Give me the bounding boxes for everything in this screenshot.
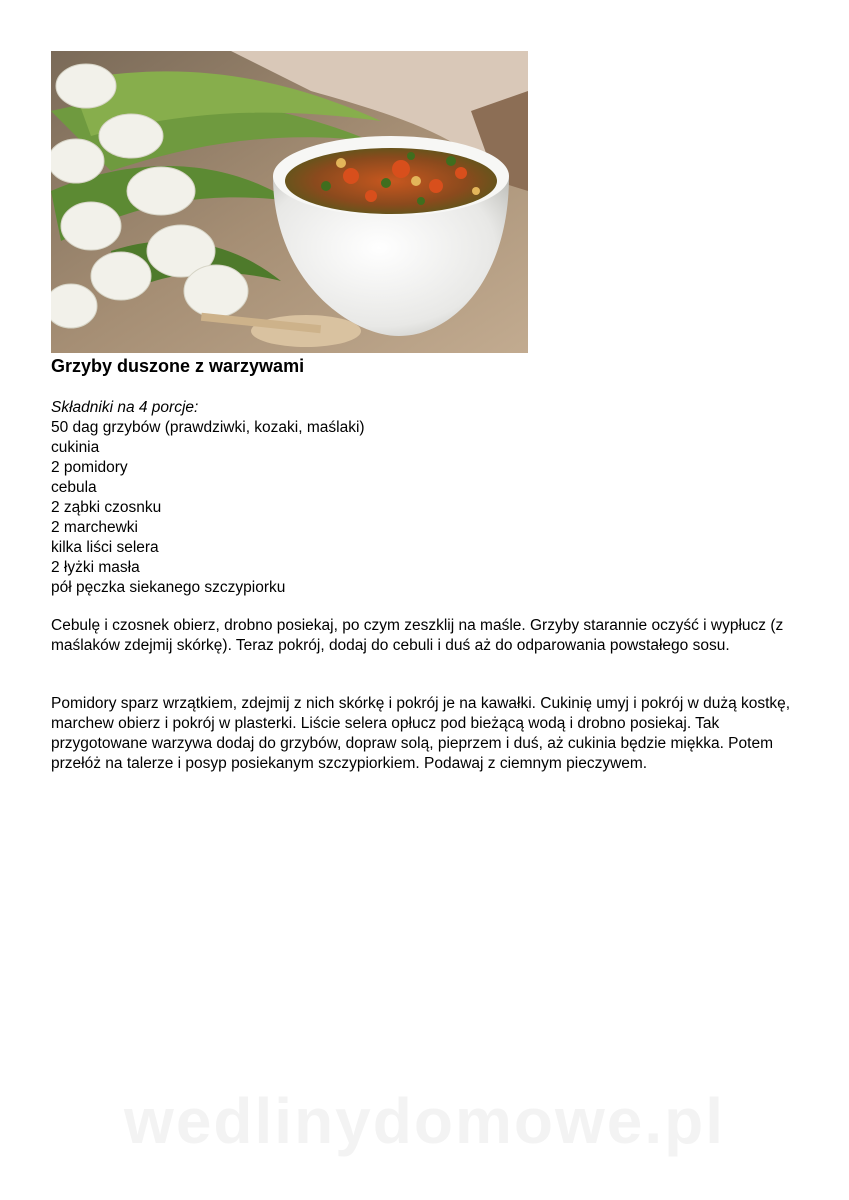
ingredient-item: kilka liści selera bbox=[51, 539, 159, 556]
ingredient-item: 2 łyżki masła bbox=[51, 559, 140, 576]
recipe-title: Grzyby duszone z warzywami bbox=[51, 356, 305, 376]
instructions-paragraph-1: Cebulę i czosnek obierz, drobno posiekaj, po czym zeszklij na maśle. Grzyby starannie oczyść i wypłucz (z maślaków zdejmij skórkę). Teraz pokrój, dodaj do cebuli i duś aż do odparowania powstałego sosu. bbox=[51, 617, 784, 654]
ingredients-section bbox=[51, 398, 751, 598]
ingredient-item: 2 ząbki czosnku bbox=[51, 499, 162, 516]
ingredients-list bbox=[51, 418, 751, 598]
ingredients-heading: Składniki na 4 porcje: bbox=[51, 399, 199, 416]
ingredient-item: pół pęczka siekanego szczypiorku bbox=[51, 579, 286, 596]
ingredient-item: 2 pomidory bbox=[51, 459, 128, 476]
ingredient-item: 50 dag grzybów (prawdziwki, kozaki, maślaki) bbox=[51, 419, 365, 436]
instructions-paragraph-2: Pomidory sparz wrzątkiem, zdejmij z nich skórkę i pokrój je na kawałki. Cukinię umyj i pokrój w dużą kostkę, marchew obierz i pokrój w plasterki. Liście selera opłucz pod bieżącą wodą i drobno posiekaj. Tak przygotowane warzywa dodaj do grzybów, dopraw solą, pieprzem i duś, aż cukinia będzie miękka. Potem przełóż na talerze i posyp posiekanym szczypiorkiem. Podawaj z ciemnym pieczywem. bbox=[51, 695, 791, 772]
ingredient-item: 2 marchewki bbox=[51, 519, 138, 536]
ingredient-item: cukinia bbox=[51, 439, 100, 456]
ingredient-item: cebula bbox=[51, 479, 97, 496]
recipe-photo bbox=[51, 51, 528, 353]
watermark: wedlinydomowe.pl bbox=[124, 1085, 725, 1157]
